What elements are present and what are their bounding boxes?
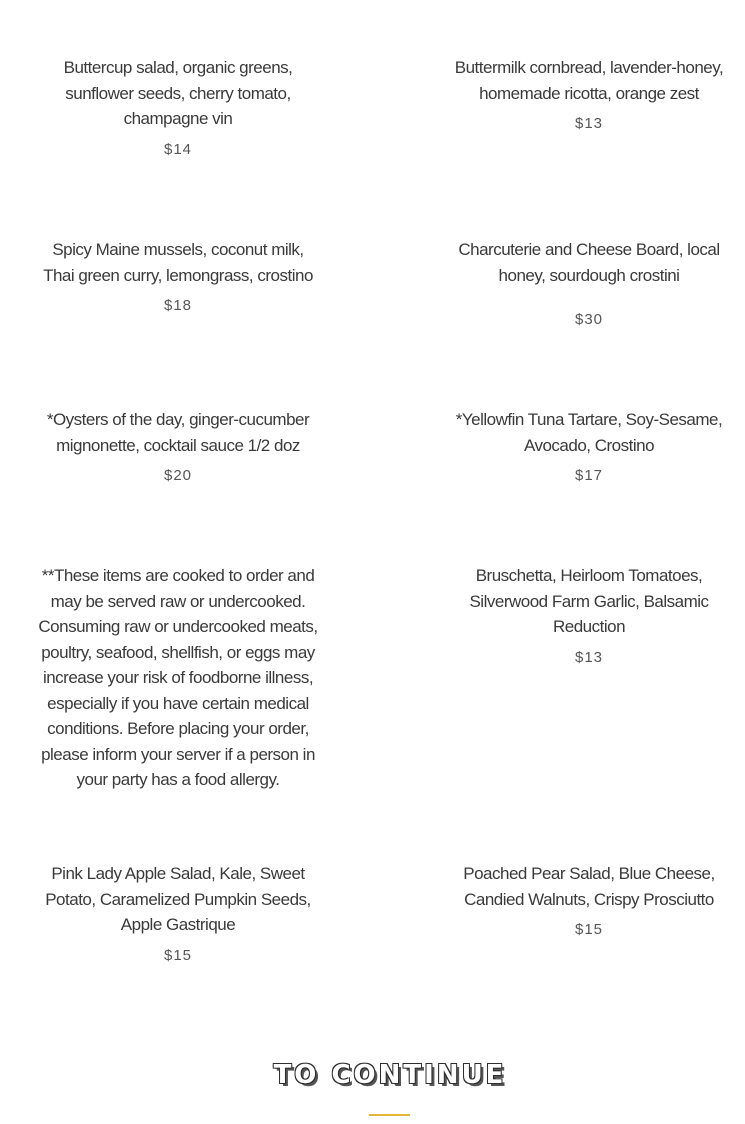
item-price: $30	[574, 311, 604, 328]
menu-item-buttercup-salad	[35, 55, 321, 160]
item-description: Spicy Maine mussels, coconut milk, Thai green curry, lemongrass, crostino	[43, 240, 313, 285]
item-description: Charcuterie and Cheese Board, local honey, sourdough crostini	[458, 240, 720, 285]
menu-item-pink-lady-salad	[35, 861, 321, 966]
item-price: $15	[163, 946, 193, 964]
menu-item-tuna-tartare	[450, 407, 728, 486]
menu-item-buttermilk-cornbread	[450, 55, 728, 134]
item-price: $15	[574, 921, 604, 938]
item-description: Buttercup salad, organic greens, sunflower seeds, cherry tomato, champagne vin	[63, 58, 293, 128]
item-description: *Yellowfin Tuna Tartare, Soy-Sesame, Avocado, Crostino	[455, 410, 723, 455]
allergy-note-text: **These items are cooked to order and may be served raw or undercooked. Consuming raw or undercooked meats, poultry, seafood, shellfish, or eggs may increase your risk of foodborne illness, especially if you have certain medical conditions. Before placing your order, please inform your server if a person in your party has a food allergy.	[38, 566, 318, 789]
menu-item-bruschetta	[450, 563, 728, 668]
accent-underline	[369, 1114, 410, 1116]
item-price: $13	[574, 115, 604, 132]
item-description: Pink Lady Apple Salad, Kale, Sweet Potato, Caramelized Pumpkin Seeds, Apple Gastrique	[45, 864, 311, 934]
to-continue-heading[interactable]: TO CONTINUE	[273, 1060, 507, 1090]
menu-item-oysters	[35, 407, 321, 486]
item-description: Buttermilk cornbread, lavender-honey, homemade ricotta, orange zest	[454, 58, 724, 103]
item-price: $20	[163, 467, 193, 484]
item-description: Poached Pear Salad, Blue Cheese, Candied Walnuts, Crispy Prosciutto	[463, 864, 715, 909]
item-price: $18	[163, 297, 193, 314]
item-price: $17	[574, 467, 604, 484]
item-description: *Oysters of the day, ginger-cucumber mignonette, cocktail sauce 1/2 doz	[46, 410, 310, 455]
menu-item-poached-pear-salad	[450, 861, 728, 940]
item-description: Bruschetta, Heirloom Tomatoes, Silverwood Farm Garlic, Balsamic Reduction	[469, 566, 709, 636]
menu-item-charcuterie-board	[450, 237, 728, 330]
item-price: $14	[163, 140, 193, 158]
item-price: $13	[574, 648, 604, 666]
menu-item-spicy-mussels	[35, 237, 321, 316]
allergy-note	[35, 563, 321, 793]
